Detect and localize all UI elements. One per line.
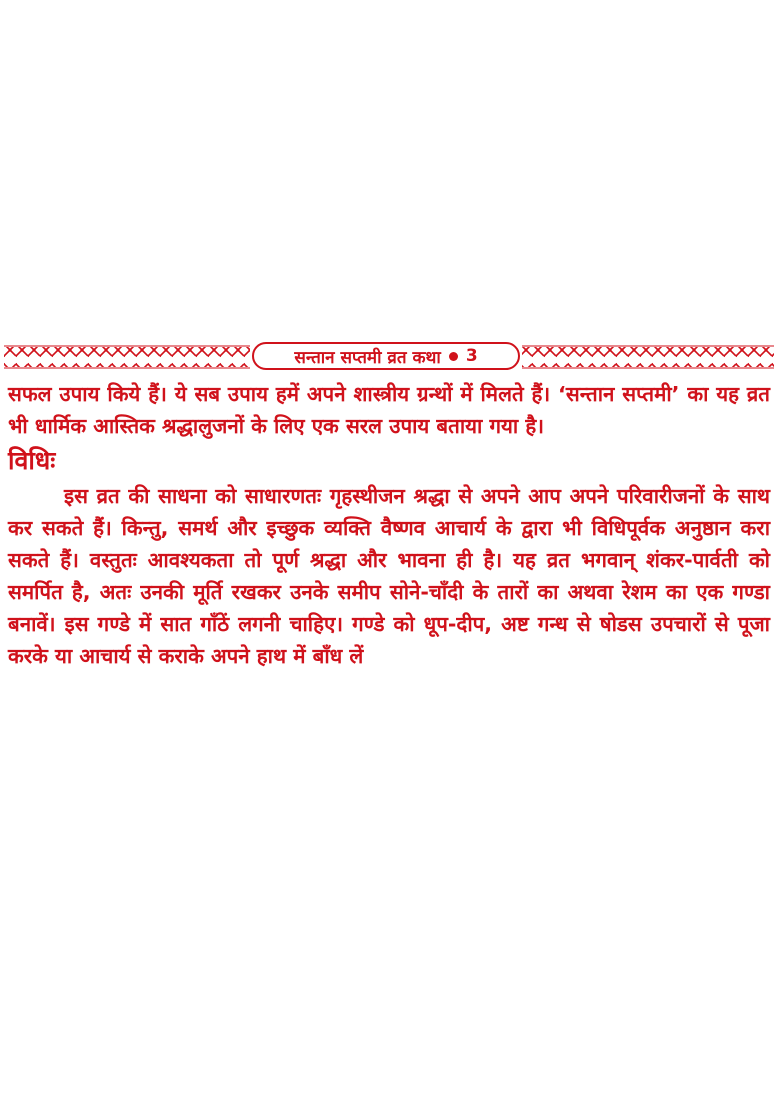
page-content bbox=[8, 378, 770, 672]
paragraph-intro: सफल उपाय किये हैं। ये सब उपाय हमें अपने शास्त्रीय ग्रन्थों में मिलते हैं। ‘सन्तान सप्तमी’ का यह व्रत भी धार्मिक आस्तिक श्रद्धालुजनों के लिए एक सरल उपाय बताया गया है। bbox=[8, 382, 770, 438]
paragraph-method: इस व्रत की साधना को साधारणतः गृहस्थीजन श्रद्धा से अपने आप अपने परिवारीजनों के साथ कर सकते हैं। किन्तु, समर्थ और इच्छुक व्यक्ति वैष्णव आचार्य के द्वारा भी विधिपूर्वक अनुष्ठान करा सकते हैं। वस्तुतः आवश्यकता तो पूर्ण श्रद्धा और भावना ही है। यह व्रत भगवान् शंकर-पार्वती को समर्पित है, अतः उनकी मूर्ति रखकर उनके समीप सोने-चाँदी के तारों का अथवा रेशम का एक गण्डा बनावें। इस गण्डे में सात गाँठें लगनी चाहिए। गण्डे को धूप-दीप, अष्ट गन्ध से षोडस उपचारों से पूजा करके या आचार्य से कराके अपने हाथ में बाँध लें bbox=[8, 484, 770, 668]
section-heading: विधिः bbox=[8, 446, 56, 475]
running-title: सन्तान सप्तमी व्रत कथा bbox=[294, 347, 441, 368]
page-number: 3 bbox=[465, 346, 478, 366]
page-header bbox=[4, 340, 774, 374]
bullet-dot-icon bbox=[449, 352, 458, 361]
header-title-pill bbox=[252, 342, 520, 370]
